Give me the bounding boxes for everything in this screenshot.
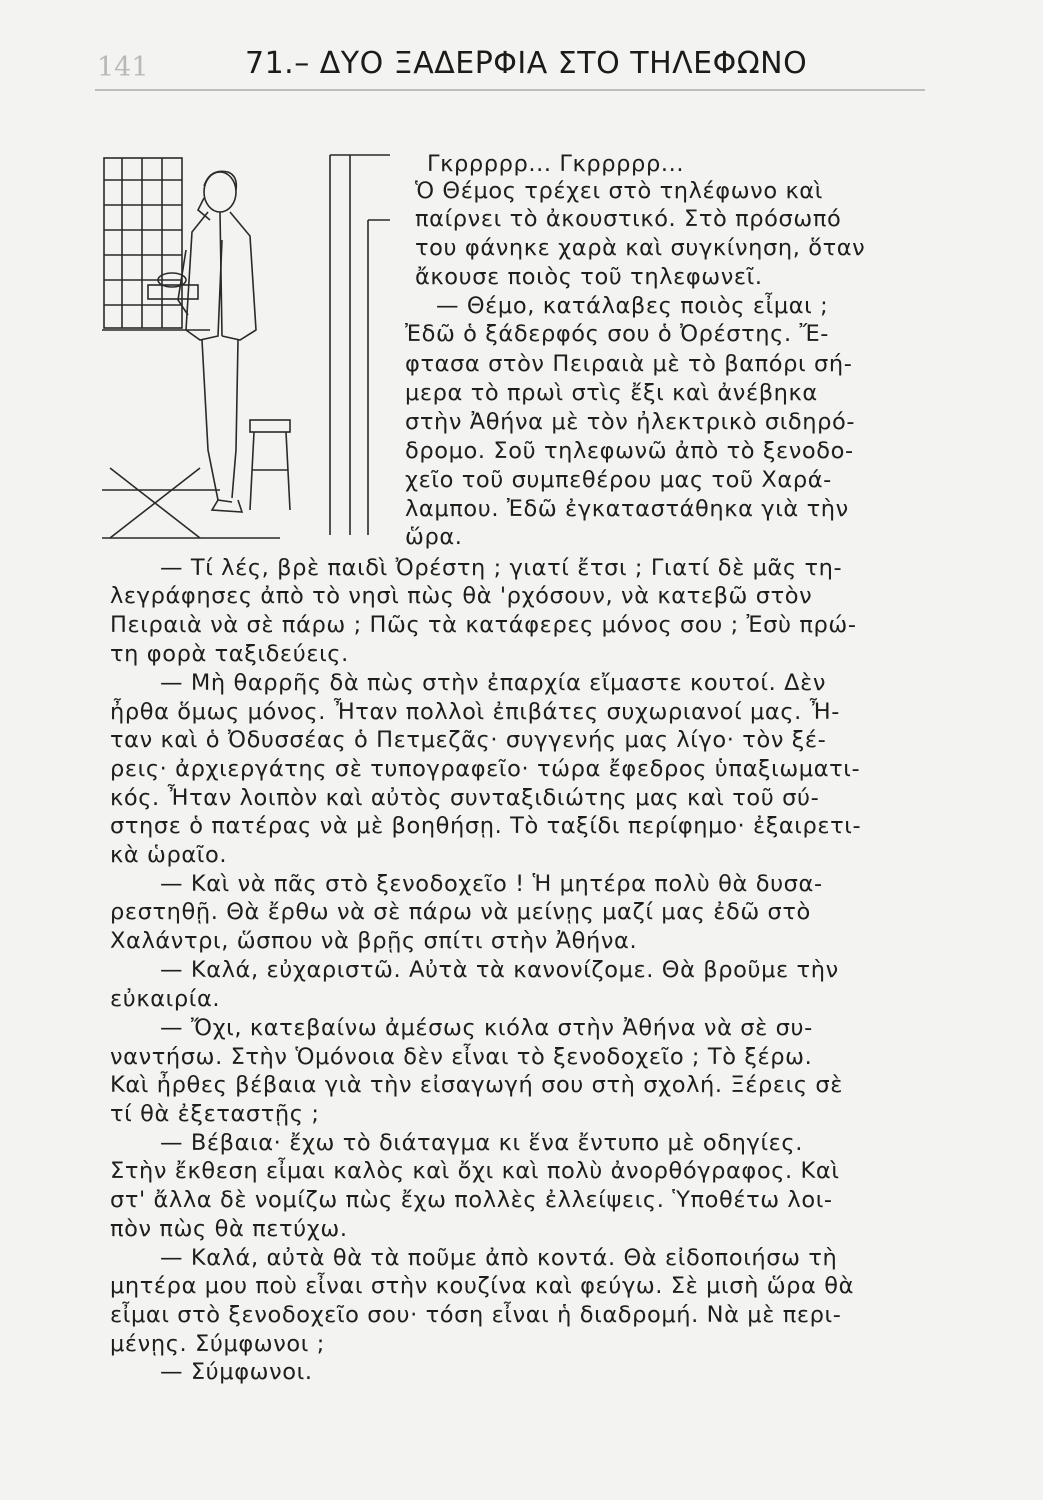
text-line: — Μὴ θαρρῆς δὰ πὼς στὴν ἐπαρχία εἴμαστε κουτοί. Δὲν (160, 670, 826, 696)
text-line: στ' ἄλλα δὲ νομίζω πὼς ἔχω πολλὲς ἐλλείψεις. Ὑποθέτω λοι- (110, 1187, 833, 1213)
text-line: στησε ὁ πατέρας νὰ μὲ βοηθήσῃ. Τὸ ταξίδι περίφημο· ἐξαιρετι- (110, 813, 862, 839)
text-line: ταν καὶ ὁ Ὀδυσσέας ὁ Πετμεζᾶς· συγγενής μας λίγο· τὸν ξέ- (110, 727, 827, 753)
text-line: εἶμαι στὸ ξενοδοχεῖο σου· τόση εἶναι ἡ διαδρομή. Νὰ μὲ περι- (110, 1302, 842, 1328)
text-line: φτασα στὸν Πειραιὰ μὲ τὸ βαπόρι σή- (405, 351, 853, 377)
text-line: τη φορὰ ταξιδεύεις. (110, 641, 349, 667)
text-line: χεῖο τοῦ συμπεθέρου μας τοῦ Χαρά- (405, 467, 832, 493)
text-line: Ἐδῶ ὁ ξάδερφός σου ὁ Ὀρέστης. Ἔ- (405, 321, 829, 347)
text-line: εὐκαιρία. (110, 986, 221, 1012)
telephone-illustration (100, 150, 390, 540)
header-rule (95, 89, 925, 91)
text-line: μερα τὸ πρωὶ στὶς ἔξι καὶ ἀνέβηκα (405, 380, 818, 406)
text-line: μητέρα μου ποὺ εἶναι στὴν κουζίνα καὶ φεύγω. Σὲ μισὴ ὥρα θὰ (110, 1273, 855, 1299)
text-line: Καὶ ἦρθες βέβαια γιὰ τὴν εἰσαγωγή σου στὴ σχολή. Ξέρεις σὲ (110, 1072, 844, 1098)
text-line: δρομο. Σοῦ τηλεφωνῶ ἀπὸ τὸ ξενοδο- (405, 438, 854, 464)
text-line: ρεις· ἀρχιεργάτης σὲ τυπογραφεῖο· τώρα ἔφεδρος ὑπαξιωματι- (110, 756, 861, 782)
text-line: του φάνηκε χαρὰ καὶ συγκίνηση, ὅταν (415, 235, 866, 261)
text-line: — Βέβαια· ἔχω τὸ διάταγμα κι ἕνα ἔντυπο μὲ οδηγίες. (160, 1130, 803, 1156)
text-line: Χαλάντρι, ὥσπου νὰ βρῇς σπίτι στὴν Ἀθήνα. (110, 928, 638, 954)
text-line: μένῃς. Σύμφωνοι ; (110, 1331, 325, 1357)
text-line: τί θὰ ἐξεταστῇς ; (110, 1101, 320, 1127)
text-line: στὴν Ἀθήνα μὲ τὸν ἠλεκτρικὸ σιδηρό- (405, 409, 856, 435)
text-line: κὰ ὡραῖο. (110, 842, 228, 868)
text-line: πὸν πὼς θὰ πετύχω. (110, 1216, 348, 1242)
text-line: λαμπου. Ἐδῶ ἐγκαταστάθηκα γιὰ τὴν (405, 496, 849, 522)
text-line: ἄκουσε ποιὸς τοῦ τηλεφωνεῖ. (415, 264, 763, 290)
text-line: ἦρθα ὅμως μόνος. Ἦταν πολλοὶ ἐπιβάτες συχωριανοί μας. Ἦ- (110, 699, 840, 725)
text-line: Στὴν ἔκθεση εἶμαι καλὸς καὶ ὄχι καὶ πολὺ ἀνορθόγραφος. Καὶ (110, 1158, 840, 1184)
text-line: ναντήσω. Στὴν Ὁμόνοια δὲν εἶναι τὸ ξενοδοχεῖο ; Τὸ ξέρω. (110, 1044, 813, 1070)
text-line: — Καλά, εὐχαριστῶ. Αὐτὰ τὰ κανονίζομε. Θὰ βροῦμε τὴν (160, 957, 839, 983)
text-line: παίρνει τὸ ἀκουστικό. Στὸ πρόσωπό (415, 206, 842, 232)
text-line: — Τί λές, βρὲ παιδὶ Ὀρέστη ; γιατί ἔτσι ; Γιατί δὲ μᾶς τη- (160, 555, 843, 581)
text-line: — Ὄχι, κατεβαίνω ἀμέσως κιόλα στὴν Ἀθήνα νὰ σὲ συ- (160, 1015, 813, 1041)
text-line: — Καλά, αὐτὰ θὰ τὰ ποῦμε ἀπὸ κοντά. Θὰ εἰδοποιήσω τὴ (160, 1245, 838, 1271)
text-line: λεγράφησες ἀπὸ τὸ νησὶ πὼς θὰ 'ρχόσουν, νὰ κατεβῶ στὸν (110, 583, 813, 609)
text-line: — Σύμφωνοι. (160, 1359, 313, 1385)
page-title: 71.– ΔΥΟ ΞΑΔΕΡΦΙΑ ΣΤΟ ΤΗΛΕΦΩΝΟ (245, 46, 808, 81)
text-line: — Καὶ νὰ πᾶς στὸ ξενοδοχεῖο ! Ἡ μητέρα πολὺ θὰ δυσα- (160, 871, 823, 897)
text-line: Πειραιὰ νὰ σὲ πάρω ; Πῶς τὰ κατάφερες μόνος σου ; Ἐσὺ πρώ- (110, 612, 857, 638)
text-line: — Θέμο, κατάλαβες ποιὸς εἶμαι ; (436, 293, 829, 319)
text-line: κός. Ἦταν λοιπὸν καὶ αὐτὸς συνταξιδιώτης μας καὶ τοῦ σύ- (110, 785, 820, 811)
text-line: Ὁ Θέμος τρέχει στὸ τηλέφωνο καὶ (415, 178, 823, 204)
text-line: Γκρρρρρ... Γκρρρρρ... (427, 151, 685, 177)
text-line: ὥρα. (405, 524, 463, 550)
page-number: 141 (97, 52, 149, 83)
text-line: ρεστηθῇ. Θὰ ἔρθω νὰ σὲ πάρω νὰ μείνῃς μαζί μας ἐδῶ στὸ (110, 899, 811, 925)
